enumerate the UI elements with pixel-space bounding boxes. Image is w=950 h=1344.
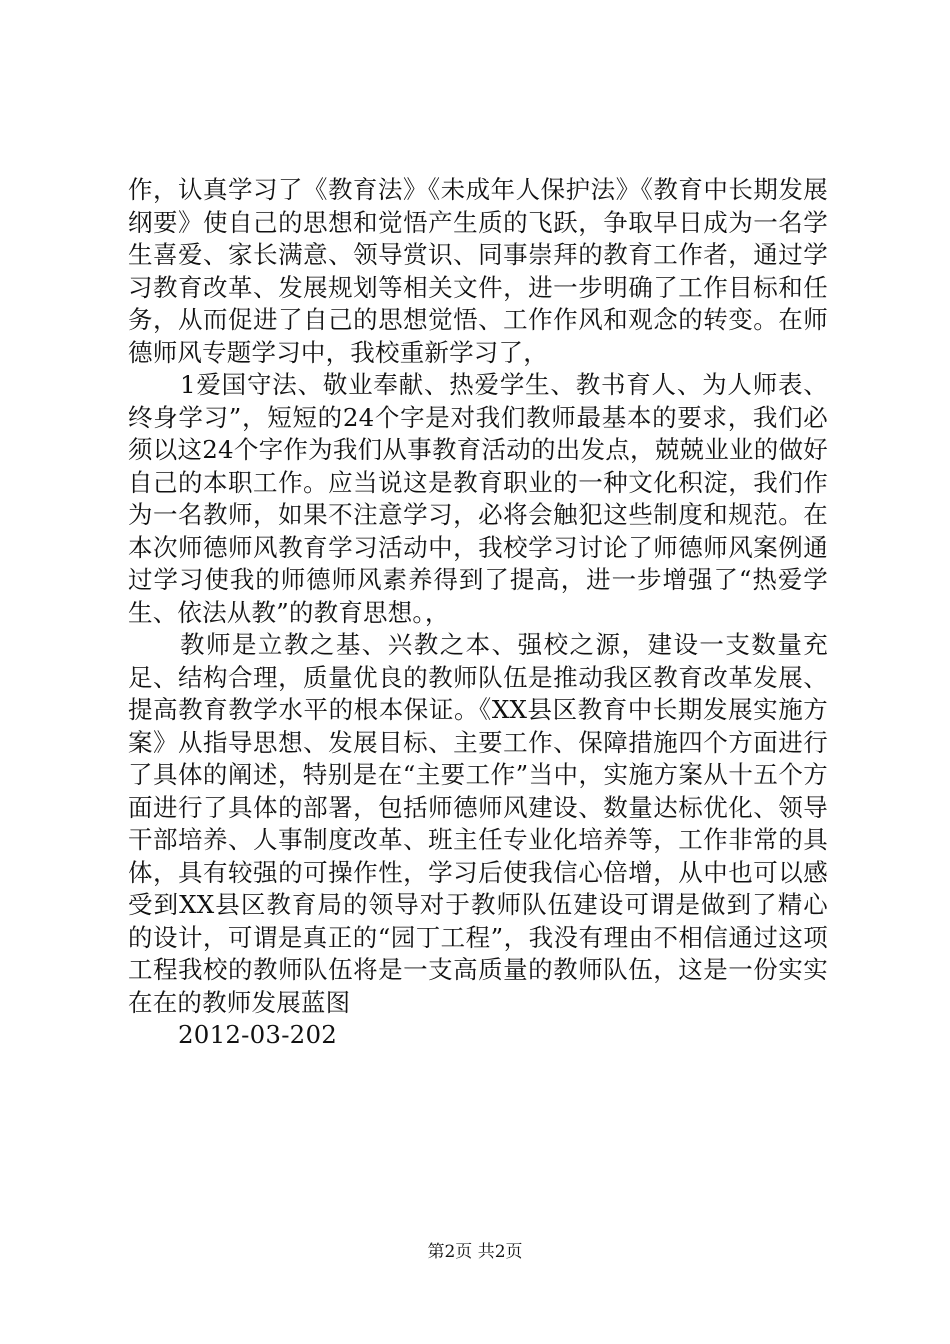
paragraph-2: 1爱国守法、敬业奉献、热爱学生、教书育人、为人师表、终身学习”，短短的24个字是对我们教师最基本的要求，我们必须以这24个字作为我们从事教育活动的出发点，兢兢业业的做好自己的本职工作。应当说这是教育职业的一种文化积淀，我们作为一名教师，如果不注意学习，必将会触犯这些制度和规范。在本次师德师风教育学习活动中，我校学习讨论了师德师风案例通过学习使我的师德师风素养得到了提高，进一步增强了“热爱学生、依法从教”的教育思想。， — [128, 370, 828, 627]
page-number-label: 第2页 共2页 — [427, 1242, 523, 1262]
paragraph-3: 教师是立教之基、兴教之本、强校之源，建设一支数量充足、结构合理，质量优良的教师队伍是推动我区教育改革发展、提高教育教学水平的根本保证。《XX县区教育中长期发展实施方案》从指导思想、发展目标、主要工作、保障措施四个方面进行了具体的阐述，特别是在“主要工作”当中，实施方案从十五个方面进行了具体的部署，包括师德师风建设、数量达标优化、领导干部培养、人事制度改革、班主任专业化培养等，工作非常的具体，具有较强的可操作性，学习后使我信心倍增，从中也可以感受到XX县区教育局的领导对于教师队伍建设可谓是做到了精心的设计，可谓是真正的“园丁工程”，我没有理由不相信通过这项工程我校的教师队伍将是一支高质量的教师队伍，这是一份实实在在的教师发展蓝图 — [128, 630, 828, 1017]
document-body — [128, 174, 828, 1052]
paragraph-1: 作，认真学习了《教育法》《未成年人保护法》《教育中长期发展纲要》使自己的思想和觉悟产生质的飞跃，争取早日成为一名学生喜爱、家长满意、领导赏识、同事崇拜的教育工作者，通过学习教育改革、发展规划等相关文件，进一步明确了工作目标和任务，从而促进了自己的思想觉悟、工作作风和观念的转变。在师德师风专题学习中，我校重新学习了， — [128, 175, 828, 367]
page-footer — [0, 1241, 950, 1263]
document-date: 2012-03-202 — [178, 1020, 338, 1049]
